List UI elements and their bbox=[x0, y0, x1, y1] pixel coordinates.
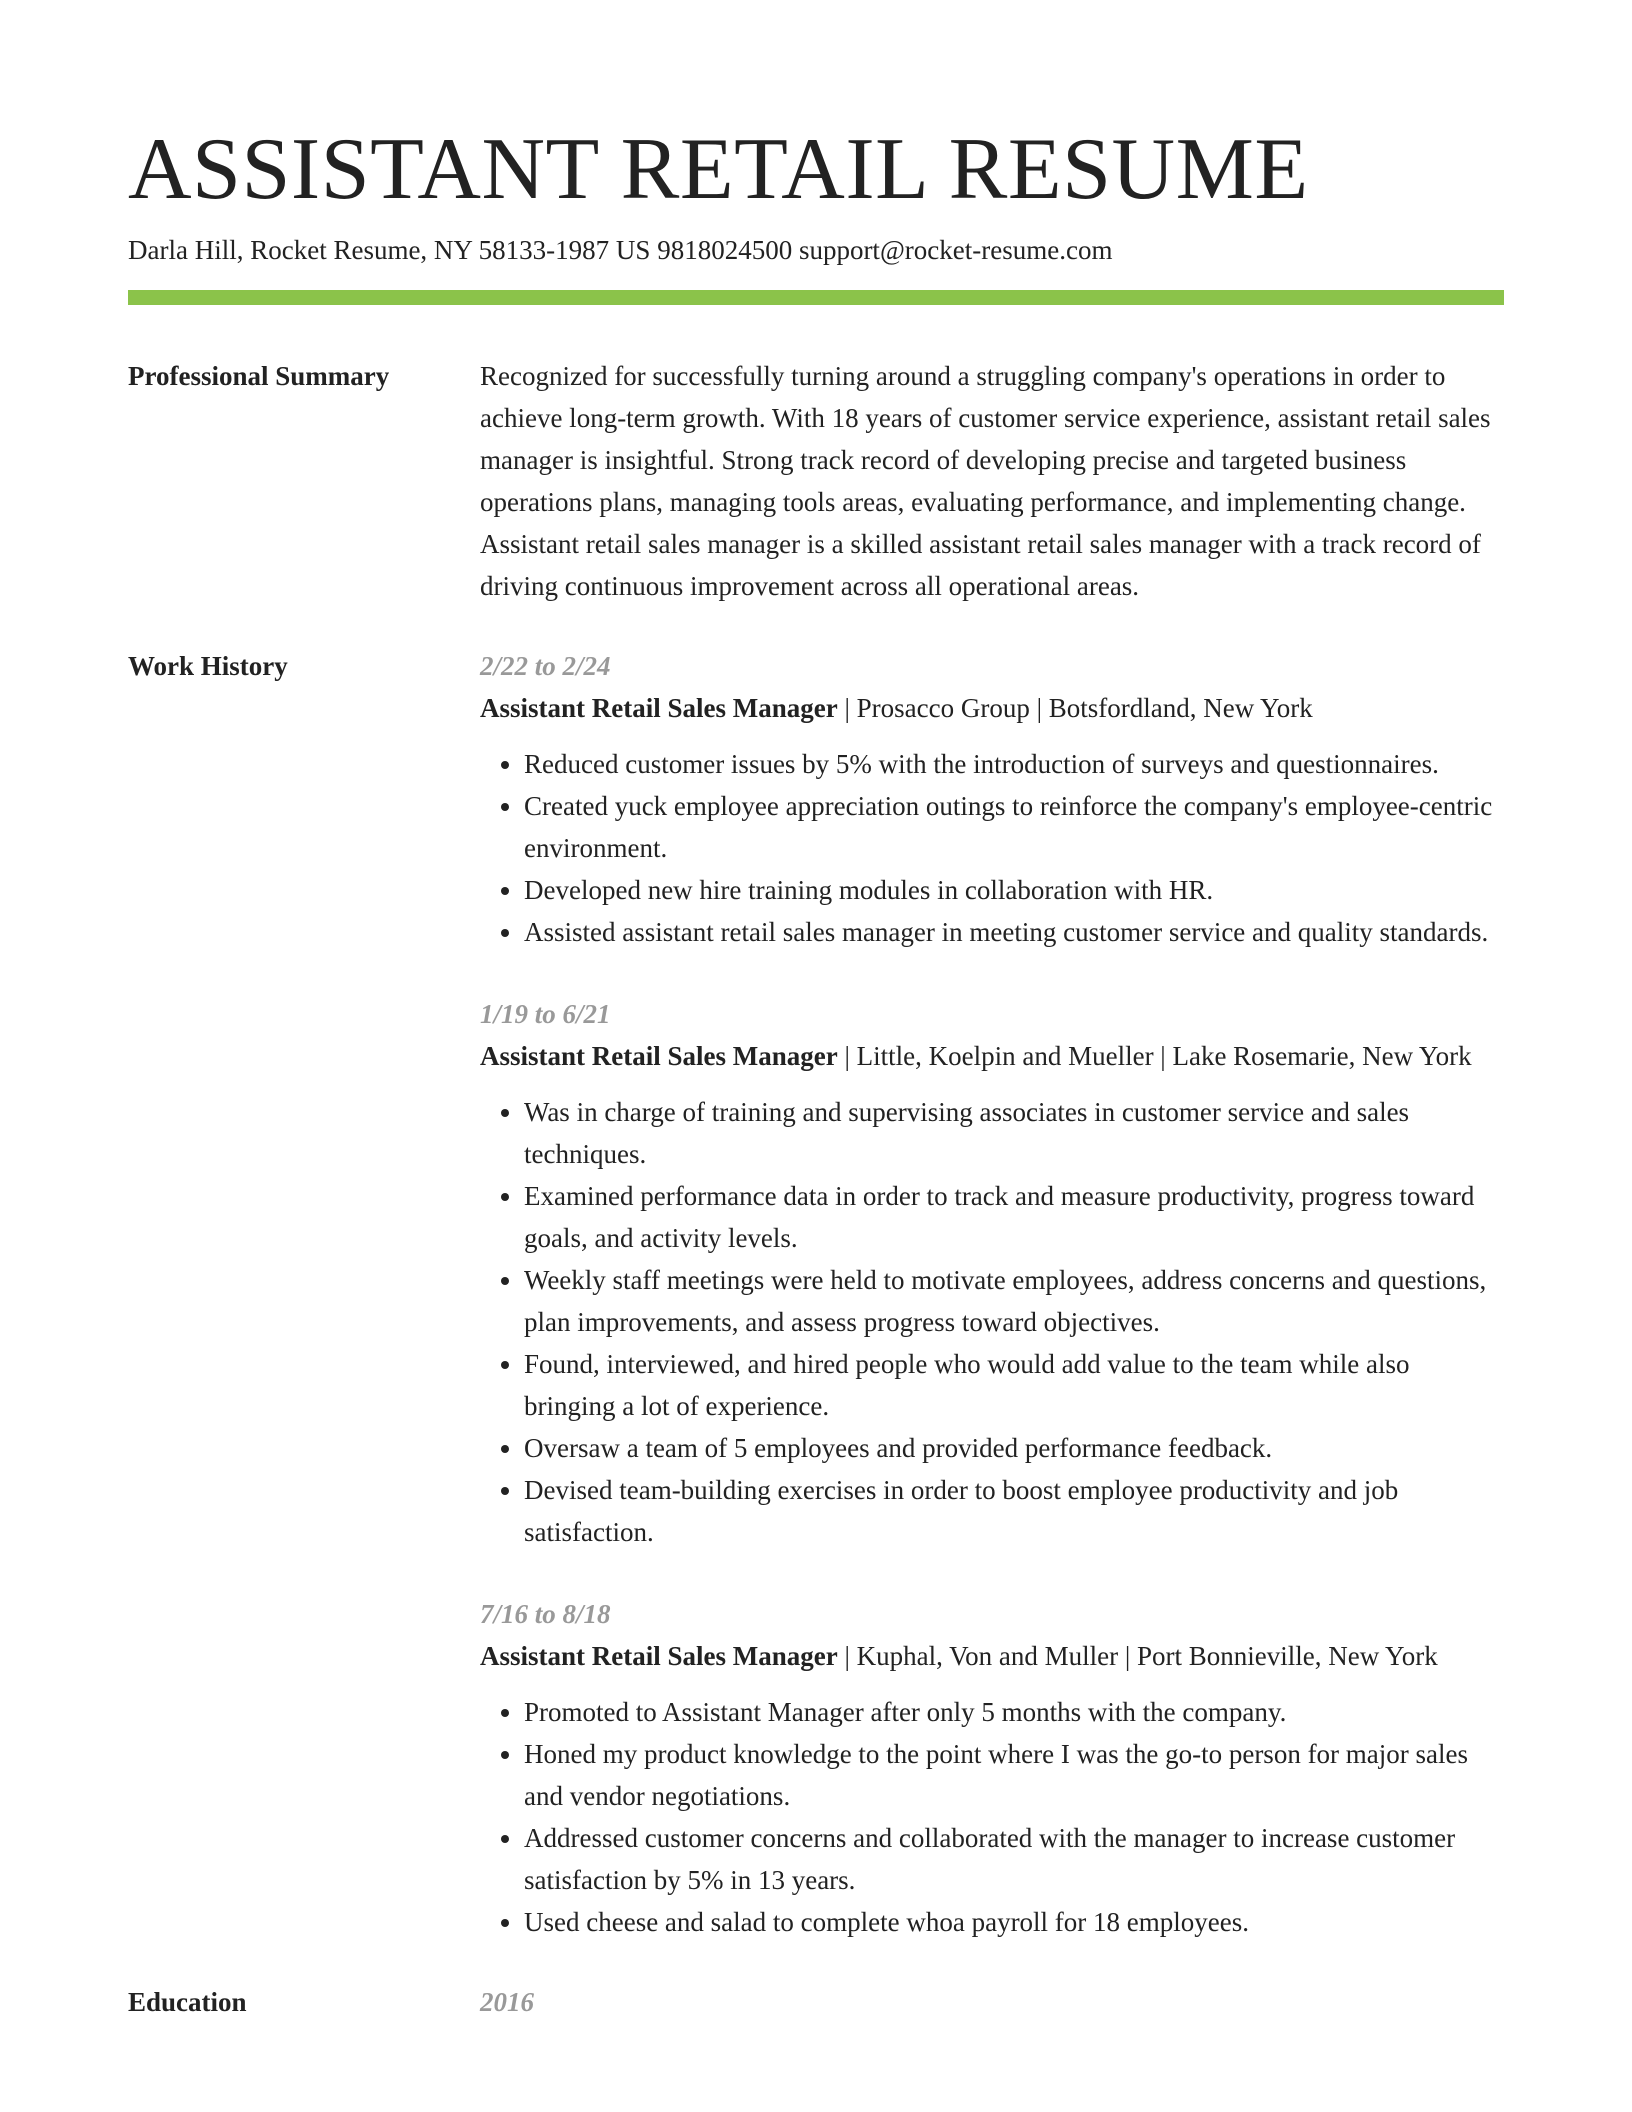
job-bullet: • Promoted to Assistant Manager after only 5 months with the company. bbox=[524, 1691, 1504, 1733]
contact-phone: 9818024500 bbox=[657, 235, 793, 265]
job-bullet: • Oversaw a team of 5 employees and provided performance feedback. bbox=[524, 1427, 1504, 1469]
contact-email[interactable]: support@rocket-resume.com bbox=[798, 235, 1113, 265]
job-bullet: • Reduced customer issues by 5% with the introduction of surveys and questionnaires. bbox=[524, 743, 1504, 785]
job-heading bbox=[480, 1635, 1504, 1677]
job-entry bbox=[480, 1593, 1504, 1943]
resume-title: ASSISTANT RETAIL RESUME bbox=[128, 121, 1309, 218]
contact-line bbox=[128, 232, 1504, 268]
header-divider bbox=[128, 290, 1504, 305]
job-title: Assistant Retail Sales Manager bbox=[480, 693, 838, 723]
job-title: Assistant Retail Sales Manager bbox=[480, 1641, 838, 1671]
work-history-section bbox=[128, 645, 1504, 1943]
jobs-list bbox=[480, 645, 1504, 1943]
job-title: Assistant Retail Sales Manager bbox=[480, 1041, 838, 1071]
job-bullet: • Was in charge of training and supervising associates in customer service and sales techniques. bbox=[524, 1091, 1504, 1175]
summary-label: Professional Summary bbox=[128, 361, 390, 391]
job-details: | Prosacco Group | Botsfordland, New York bbox=[837, 693, 1313, 723]
contact-address: Rocket Resume, NY 58133-1987 US bbox=[250, 235, 651, 265]
job-bullet: • Found, interviewed, and hired people who would add value to the team while also bringing a lot of experience. bbox=[524, 1343, 1504, 1427]
summary-section bbox=[128, 355, 1504, 607]
job-entry bbox=[480, 645, 1504, 953]
job-bullet: • Devised team-building exercises in order to boost employee productivity and job satisfaction. bbox=[524, 1469, 1504, 1553]
job-entry bbox=[480, 993, 1504, 1553]
work-history-label: Work History bbox=[128, 651, 288, 681]
job-bullet: • Developed new hire training modules in collaboration with HR. bbox=[524, 869, 1504, 911]
job-bullet: • Created yuck employee appreciation outings to reinforce the company's employee-centric environment. bbox=[524, 785, 1504, 869]
job-dates: 7/16 to 8/18 bbox=[480, 1599, 611, 1629]
education-section bbox=[128, 1981, 1504, 2023]
job-details: | Kuphal, Von and Muller | Port Bonnieville, New York bbox=[837, 1641, 1438, 1671]
education-year: 2016 bbox=[480, 1987, 534, 2017]
contact-name: Darla Hill, bbox=[128, 235, 244, 265]
job-details: | Little, Koelpin and Mueller | Lake Rosemarie, New York bbox=[837, 1041, 1472, 1071]
job-heading bbox=[480, 1035, 1504, 1077]
job-bullets bbox=[480, 1691, 1504, 1943]
job-bullets bbox=[480, 743, 1504, 953]
job-bullet: • Examined performance data in order to track and measure productivity, progress toward goals, and activity levels. bbox=[524, 1175, 1504, 1259]
job-bullet: • Weekly staff meetings were held to motivate employees, address concerns and questions, plan improvements, and assess progress toward objectives. bbox=[524, 1259, 1504, 1343]
job-bullet: • Addressed customer concerns and collaborated with the manager to increase customer satisfaction by 5% in 13 years. bbox=[524, 1817, 1504, 1901]
summary-text: Recognized for successfully turning around a struggling company's operations in order to achieve long-term growth. With 18 years of customer service experience, assistant retail sales manager is insightful. Strong track record of developing precise and targeted business operations plans, managing tools areas, evaluating performance, and implementing change. Assistant retail sales manager is a skilled assistant retail sales manager with a track record of driving continuous improvement across all operational areas. bbox=[480, 361, 1491, 601]
job-bullets bbox=[480, 1091, 1504, 1553]
job-bullet: • Used cheese and salad to complete whoa payroll for 18 employees. bbox=[524, 1901, 1504, 1943]
job-heading bbox=[480, 687, 1504, 729]
resume-page bbox=[128, 118, 1504, 2023]
job-bullet: • Honed my product knowledge to the point where I was the go-to person for major sales and vendor negotiations. bbox=[524, 1733, 1504, 1817]
job-dates: 1/19 to 6/21 bbox=[480, 999, 611, 1029]
education-label: Education bbox=[128, 1987, 247, 2017]
job-dates: 2/22 to 2/24 bbox=[480, 651, 611, 681]
job-bullet: • Assisted assistant retail sales manager in meeting customer service and quality standards. bbox=[524, 911, 1504, 953]
